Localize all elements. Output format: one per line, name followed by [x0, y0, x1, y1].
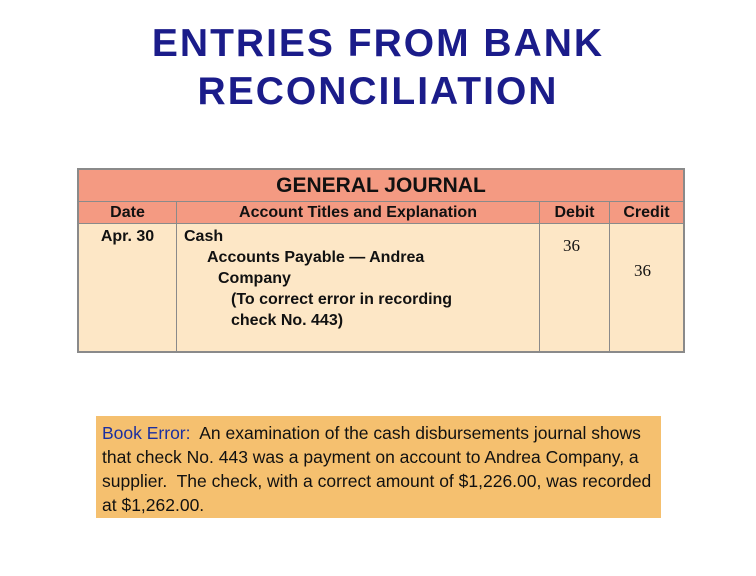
column-divider: [609, 202, 610, 351]
title-line-2: RECONCILIATION: [197, 70, 559, 113]
column-header-credit: Credit: [623, 204, 670, 221]
entry-credit-account-line-1: Accounts Payable — Andrea: [207, 249, 425, 266]
title-line-1: ENTRIES FROM BANK: [151, 22, 605, 65]
entry-debit-account: Cash: [184, 228, 224, 245]
entry-explanation-line-2: check No. 443): [231, 312, 344, 329]
note-body-text: An examination of the cash disbursements journal shows that check No. 443 was a payment on account to Andrea Company, a supplier. The check, with a correct amount of $1,226.00, was recorded at $1,262.00.: [102, 423, 657, 515]
book-error-note: [96, 416, 661, 518]
entry-credit-amount: 36: [634, 261, 651, 280]
entry-debit-amount: 36: [563, 236, 580, 255]
entry-explanation-line-1: (To correct error in recording: [231, 291, 453, 308]
column-header-debit: Debit: [554, 204, 595, 221]
general-journal-table: [77, 168, 685, 353]
column-header-account: Account Titles and Explanation: [239, 204, 477, 221]
column-divider: [539, 202, 540, 351]
page-title: [0, 20, 756, 116]
column-header-date: Date: [110, 204, 145, 221]
journal-column-header-row: [79, 202, 683, 224]
journal-heading: GENERAL JOURNAL: [79, 170, 683, 202]
entry-date: Apr. 30: [100, 228, 155, 245]
column-divider: [176, 202, 177, 351]
note-lead-label: Book Error:: [102, 423, 191, 443]
entry-credit-account-line-2: Company: [218, 270, 291, 287]
